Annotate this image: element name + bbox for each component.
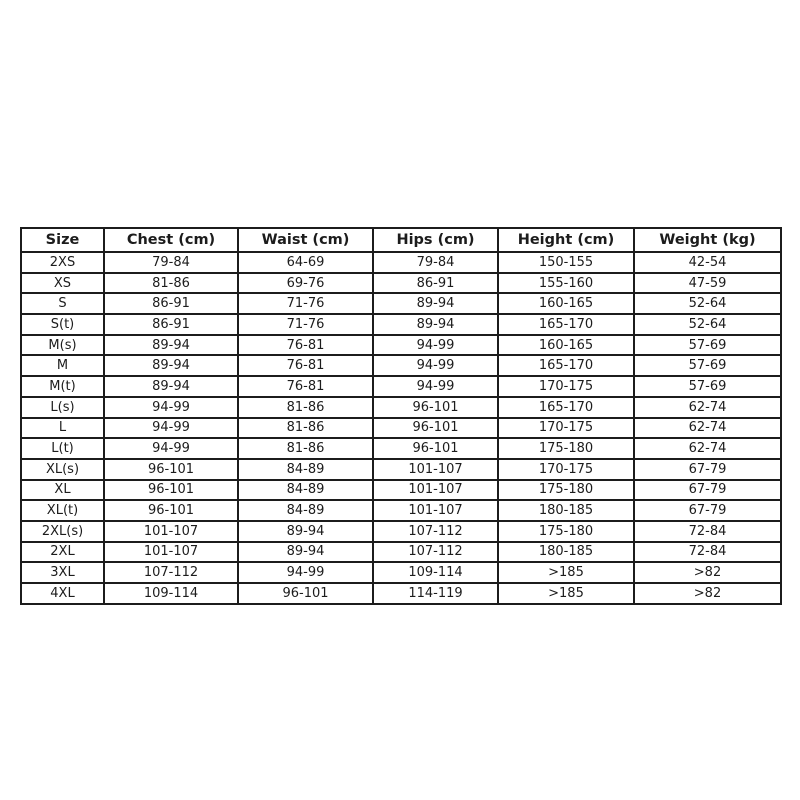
table-cell: 155-160 [498,273,634,294]
table-cell: 96-101 [104,500,238,521]
table-row [21,459,781,480]
table-cell: 96-101 [373,438,498,459]
table-cell: 160-165 [498,335,634,356]
table-cell: 67-79 [634,480,781,501]
table-row [21,418,781,439]
size-chart-table [20,227,782,605]
table-row [21,273,781,294]
table-row [21,583,781,604]
table-cell: 180-185 [498,542,634,563]
table-cell: 89-94 [373,314,498,335]
table-cell: 76-81 [238,335,373,356]
table-cell: 86-91 [104,293,238,314]
table-cell: S [21,293,104,314]
table-cell: M(t) [21,376,104,397]
table-cell: 180-185 [498,500,634,521]
column-header-weight: Weight (kg) [634,228,781,252]
table-cell: 96-101 [104,459,238,480]
table-cell: 150-155 [498,252,634,273]
table-cell: 109-114 [373,562,498,583]
table-cell: 64-69 [238,252,373,273]
table-cell: 52-64 [634,293,781,314]
table-cell: >185 [498,583,634,604]
table-cell: 165-170 [498,314,634,335]
table-cell: 89-94 [104,335,238,356]
table-cell: 79-84 [373,252,498,273]
table-cell: 96-101 [373,397,498,418]
table-cell: 94-99 [104,438,238,459]
table-cell: M(s) [21,335,104,356]
table-cell: 107-112 [373,542,498,563]
table-cell: 76-81 [238,355,373,376]
table-cell: 86-91 [104,314,238,335]
table-cell: 2XS [21,252,104,273]
table-cell: 62-74 [634,438,781,459]
table-cell: 71-76 [238,293,373,314]
table-cell: L(t) [21,438,104,459]
table-cell: 175-180 [498,480,634,501]
table-cell: >185 [498,562,634,583]
table-row [21,397,781,418]
table-cell: XL(s) [21,459,104,480]
table-cell: 71-76 [238,314,373,335]
table-cell: 170-175 [498,376,634,397]
table-header-row [21,228,781,252]
table-row [21,562,781,583]
table-cell: 94-99 [238,562,373,583]
table-row [21,542,781,563]
table-cell: 69-76 [238,273,373,294]
table-cell: 67-79 [634,500,781,521]
table-cell: 42-54 [634,252,781,273]
column-header-height: Height (cm) [498,228,634,252]
table-cell: 96-101 [238,583,373,604]
table-cell: 84-89 [238,500,373,521]
table-cell: XS [21,273,104,294]
table-row [21,500,781,521]
table-row [21,355,781,376]
table-row [21,376,781,397]
table-cell: L [21,418,104,439]
table-cell: 62-74 [634,418,781,439]
table-cell: 94-99 [373,335,498,356]
table-cell: 3XL [21,562,104,583]
table-cell: 94-99 [373,355,498,376]
table-cell: 81-86 [238,438,373,459]
table-row [21,521,781,542]
table-cell: 160-165 [498,293,634,314]
table-cell: 79-84 [104,252,238,273]
table-cell: 89-94 [104,355,238,376]
table-cell: 84-89 [238,480,373,501]
table-cell: 101-107 [104,521,238,542]
table-cell: 170-175 [498,418,634,439]
table-cell: 165-170 [498,355,634,376]
table-cell: 76-81 [238,376,373,397]
table-cell: L(s) [21,397,104,418]
table-cell: 52-64 [634,314,781,335]
table-header [21,228,781,252]
table-cell: M [21,355,104,376]
table-cell: >82 [634,583,781,604]
table-cell: 101-107 [373,459,498,480]
table-cell: 175-180 [498,521,634,542]
table-cell: 109-114 [104,583,238,604]
table-body [21,252,781,604]
table-cell: XL [21,480,104,501]
table-cell: 94-99 [104,418,238,439]
table-cell: 89-94 [238,542,373,563]
table-cell: 170-175 [498,459,634,480]
table-cell: 96-101 [104,480,238,501]
table-cell: 67-79 [634,459,781,480]
table-cell: 96-101 [373,418,498,439]
table-cell: 57-69 [634,376,781,397]
table-cell: 101-107 [104,542,238,563]
table-cell: S(t) [21,314,104,335]
table-cell: 175-180 [498,438,634,459]
table-row [21,438,781,459]
column-header-hips: Hips (cm) [373,228,498,252]
table-cell: 72-84 [634,542,781,563]
table-cell: 2XL(s) [21,521,104,542]
table-cell: 86-91 [373,273,498,294]
table-cell: 4XL [21,583,104,604]
table-cell: 47-59 [634,273,781,294]
table-cell: 84-89 [238,459,373,480]
table-cell: 81-86 [238,397,373,418]
table-cell: 114-119 [373,583,498,604]
column-header-chest: Chest (cm) [104,228,238,252]
table-cell: 81-86 [238,418,373,439]
table-cell: 62-74 [634,397,781,418]
table-cell: 2XL [21,542,104,563]
table-cell: 81-86 [104,273,238,294]
column-header-waist: Waist (cm) [238,228,373,252]
table-cell: 94-99 [104,397,238,418]
table-cell: 72-84 [634,521,781,542]
table-cell: 94-99 [373,376,498,397]
table-cell: 107-112 [104,562,238,583]
table-cell: 101-107 [373,480,498,501]
table-row [21,252,781,273]
table-cell: XL(t) [21,500,104,521]
table-cell: 165-170 [498,397,634,418]
table-row [21,293,781,314]
table-row [21,314,781,335]
table-cell: 107-112 [373,521,498,542]
table-cell: 101-107 [373,500,498,521]
table-cell: 89-94 [373,293,498,314]
table-cell: >82 [634,562,781,583]
table-cell: 57-69 [634,335,781,356]
table-cell: 89-94 [104,376,238,397]
table-cell: 89-94 [238,521,373,542]
column-header-size: Size [21,228,104,252]
table-cell: 57-69 [634,355,781,376]
table-row [21,480,781,501]
table-row [21,335,781,356]
